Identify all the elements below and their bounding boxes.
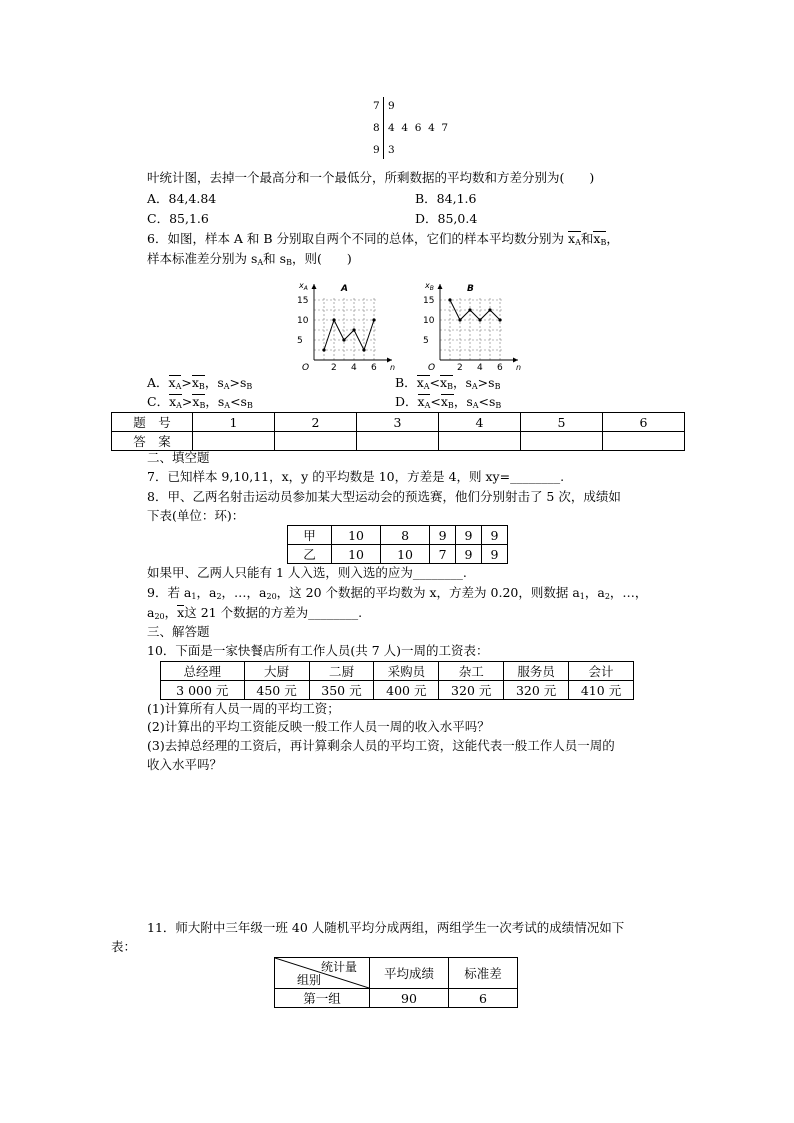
q6-option-c-label: C． xyxy=(147,394,170,409)
stem-9: 9 xyxy=(373,144,380,156)
data-point xyxy=(488,308,491,311)
q8-line1: 8．甲、乙两名射击运动员参加某大型运动会的预选赛，他们分别射击了 5 次，成绩如 xyxy=(147,489,621,504)
leaf-row-7: 9 xyxy=(388,100,395,112)
data-point xyxy=(342,338,345,341)
chart-title: A xyxy=(341,284,348,294)
q10-intro: 10．下面是一家快餐店所有工作人员(共 7 人)一周的工资表： xyxy=(147,643,489,658)
x-tick-label: 2 xyxy=(331,363,337,372)
q10-value: 450 元 xyxy=(244,681,309,700)
q5-option-c: C．85,1.6 xyxy=(147,211,209,226)
q6-line1: 6．如图，样本 A 和 B 分别取自两个不同的总体，它们的样本平均数分别为 $x_A$和$x_B$， xyxy=(147,231,619,247)
data-point xyxy=(458,318,461,321)
q8-score: 9 xyxy=(482,526,508,545)
q6-option-d: D．$x_A<x_B$，$s_A<s_B$ xyxy=(395,394,502,410)
q8-score-table xyxy=(287,525,508,564)
answer-number-4: 4 xyxy=(439,413,521,432)
y-tick-label: 15 xyxy=(423,296,435,306)
q11-line1: 11．师大附中三年级一班 40 人随机平均分成两组，两组学生一次考试的成绩情况如下 xyxy=(147,920,625,935)
data-point xyxy=(448,298,451,301)
answer-table-answer-label: 答 案 xyxy=(112,432,193,451)
y-tick-label: 10 xyxy=(423,316,435,326)
origin-label: O xyxy=(428,363,436,372)
q10-part-1: (1)计算所有人员一周的平均工资； xyxy=(147,701,340,716)
q6-option-a-label: A． xyxy=(147,375,169,390)
chart-sample-b xyxy=(422,268,532,372)
leaf-row-8: 4 4 6 4 7 xyxy=(388,122,449,134)
x-tick-label: 4 xyxy=(351,363,357,372)
data-point xyxy=(478,318,481,321)
section-fill-in-heading: 二、填空题 xyxy=(147,450,210,465)
q8-score: 8 xyxy=(381,526,430,545)
origin-label: O xyxy=(302,363,310,372)
answer-number-5: 5 xyxy=(521,413,603,432)
data-point xyxy=(322,348,325,351)
q11-diagonal-header xyxy=(275,958,370,989)
q11-col-mean: 平均成绩 xyxy=(370,958,449,989)
q6-line2-pre: 样本标准差分别为 s xyxy=(147,251,258,266)
q8-row-jia xyxy=(288,526,508,545)
q9-line2-post: 这 21 个数据的方差为________. xyxy=(184,605,363,620)
data-point xyxy=(362,348,365,351)
q11-row-sd: 6 xyxy=(449,989,518,1008)
q8-row-name: 甲 xyxy=(288,526,332,545)
q9-line1-pre: 9．若 a xyxy=(147,585,192,600)
q6-option-d-label: D． xyxy=(395,394,418,409)
stem-8: 8 xyxy=(373,122,380,134)
q8-after: 如果甲、乙两人只能有 1 人入选，则入选的应为________. xyxy=(147,565,467,580)
q8-score: 9 xyxy=(456,545,482,564)
answer-cell-4[interactable] xyxy=(439,432,521,451)
q10-part-3-cont: 收入水平吗？ xyxy=(147,757,223,772)
q11-table xyxy=(274,957,518,1008)
q10-wage-table xyxy=(160,661,634,700)
x-tick-label: 4 xyxy=(477,363,483,372)
q10-header-row xyxy=(161,662,634,681)
chart-title: B xyxy=(467,284,474,294)
y-tick-label: 15 xyxy=(297,296,309,306)
x-tick-label: 6 xyxy=(371,363,377,372)
answer-number-2: 2 xyxy=(275,413,357,432)
q9-line1: 9．若 $a_1$，$a_2$，…，$a_{20}$，这 20 个数据的平均数为 x，方差为 0.20，则数据 $a_1$，$a_2$，…， xyxy=(147,585,648,601)
data-point xyxy=(468,308,471,311)
q8-score: 9 xyxy=(456,526,482,545)
q10-value: 400 元 xyxy=(374,681,439,700)
x-tick-label: 6 xyxy=(497,363,503,372)
q10-value: 320 元 xyxy=(504,681,569,700)
y-axis-arrow xyxy=(312,284,317,289)
answer-cell-6[interactable] xyxy=(603,432,685,451)
q8-score: 9 xyxy=(482,545,508,564)
q10-header: 采购员 xyxy=(374,662,439,681)
q11-header-bottom: 组别 xyxy=(297,973,322,987)
q7-text: 7．已知样本 9,10,11，x，y 的平均数是 10，方差是 4，则 xy=________. xyxy=(147,469,565,484)
q6-option-c: C．$x_A>x_B$，$s_A<s_B$ xyxy=(147,394,253,410)
q10-value: 3 000 元 xyxy=(161,681,245,700)
q10-value: 350 元 xyxy=(309,681,374,700)
q11-row-name: 第一组 xyxy=(275,989,370,1008)
q10-header: 杂工 xyxy=(439,662,504,681)
q8-score: 7 xyxy=(430,545,456,564)
x-tick-label: 2 xyxy=(457,363,463,372)
answer-table xyxy=(111,412,685,451)
q6-line2-post: ，则( ) xyxy=(291,251,352,266)
q6-option-b: B．$x_A<x_B$，$s_A>s_B$ xyxy=(395,375,501,391)
q6-line1-text: 6．如图，样本 A 和 B 分别取自两个不同的总体，它们的样本平均数分别为 xyxy=(147,231,565,246)
chart-sample-a xyxy=(296,268,406,372)
q11-header-top: 统计量 xyxy=(320,960,357,974)
q10-header: 总经理 xyxy=(161,662,245,681)
y-axis-arrow xyxy=(438,284,443,289)
q10-value: 320 元 xyxy=(439,681,504,700)
q5-text: 叶统计图，去掉一个最高分和一个最低分，所剩数据的平均数和方差分别为( ) xyxy=(147,170,595,185)
q10-value-row xyxy=(161,681,634,700)
q5-option-b: B．84,1.6 xyxy=(415,191,477,206)
q9-line2: $a_{20}$，x这 21 个数据的方差为________. xyxy=(147,605,363,621)
q8-row-yi xyxy=(288,545,508,564)
x-axis-arrow xyxy=(387,358,392,363)
leaf-row-9: 3 xyxy=(388,144,395,156)
q6-option-a: A．$x_A>x_B$，$s_A>s_B$ xyxy=(147,375,253,391)
q8-score: 10 xyxy=(381,545,430,564)
q8-score: 10 xyxy=(332,526,381,545)
xbar-a-symbol: $x_A$ xyxy=(568,231,581,247)
answer-cell-2[interactable] xyxy=(275,432,357,451)
stem-7: 7 xyxy=(373,100,380,112)
stem-divider xyxy=(383,97,384,159)
q10-header: 大厨 xyxy=(244,662,309,681)
y-tick-label: 10 xyxy=(297,316,309,326)
data-point xyxy=(498,318,501,321)
data-point xyxy=(352,328,355,331)
x-axis-arrow xyxy=(513,358,518,363)
q6-line2: 样本标准差分别为 $s_A$和 $s_B$，则( ) xyxy=(147,251,352,267)
q8-line2: 下表(单位：环)： xyxy=(147,508,245,523)
q5-option-d: D．85,0.4 xyxy=(415,211,478,226)
answer-number-6: 6 xyxy=(603,413,685,432)
series-line xyxy=(324,320,374,350)
answer-table-row-answers xyxy=(112,432,685,451)
y-axis-label: $x_B$ xyxy=(425,281,434,292)
y-axis-label: $x_A$ xyxy=(299,281,308,292)
q10-part-3: (3)去掉总经理的工资后，再计算剩余人员的平均工资，这能代表一般工作人员一周的 xyxy=(147,738,615,753)
answer-cell-1[interactable] xyxy=(193,432,275,451)
q5-option-a: A．84,4.84 xyxy=(147,191,217,206)
y-tick-label: 5 xyxy=(297,336,303,346)
q10-header: 二厨 xyxy=(309,662,374,681)
q11-header-row xyxy=(275,958,518,989)
q10-header: 会计 xyxy=(569,662,634,681)
answer-cell-3[interactable] xyxy=(357,432,439,451)
q6-line2-mid: 和 s xyxy=(263,251,287,266)
y-tick-label: 5 xyxy=(423,336,429,346)
x-axis-label: n xyxy=(516,363,522,372)
q11-line2: 表： xyxy=(111,939,137,954)
section-solutions-heading: 三、解答题 xyxy=(147,624,210,639)
answer-table-header: 题 号 xyxy=(112,413,193,432)
q10-part-2: (2)计算出的平均工资能反映一般工作人员一周的收入水平吗？ xyxy=(147,719,490,734)
q10-value: 410 元 xyxy=(569,681,634,700)
q6-line1-end: ， xyxy=(606,231,619,246)
q11-row-mean: 90 xyxy=(370,989,449,1008)
data-point xyxy=(332,318,335,321)
answer-number-1: 1 xyxy=(193,413,275,432)
data-point xyxy=(372,318,375,321)
answer-table-row-numbers xyxy=(112,413,685,432)
q9-line1-post: ，这 20 个数据的平均数为 x，方差为 0.20，则数据 a xyxy=(276,585,580,600)
q10-header: 服务员 xyxy=(504,662,569,681)
xbar-b-symbol: $x_B$ xyxy=(593,231,607,247)
answer-number-3: 3 xyxy=(357,413,439,432)
q8-row-name: 乙 xyxy=(288,545,332,564)
q8-score: 9 xyxy=(430,526,456,545)
q11-row-group1 xyxy=(275,989,518,1008)
q11-col-sd: 标准差 xyxy=(449,958,518,989)
x-axis-label: n xyxy=(390,363,396,372)
q6-option-b-label: B． xyxy=(395,375,417,390)
answer-cell-5[interactable] xyxy=(521,432,603,451)
q8-score: 10 xyxy=(332,545,381,564)
